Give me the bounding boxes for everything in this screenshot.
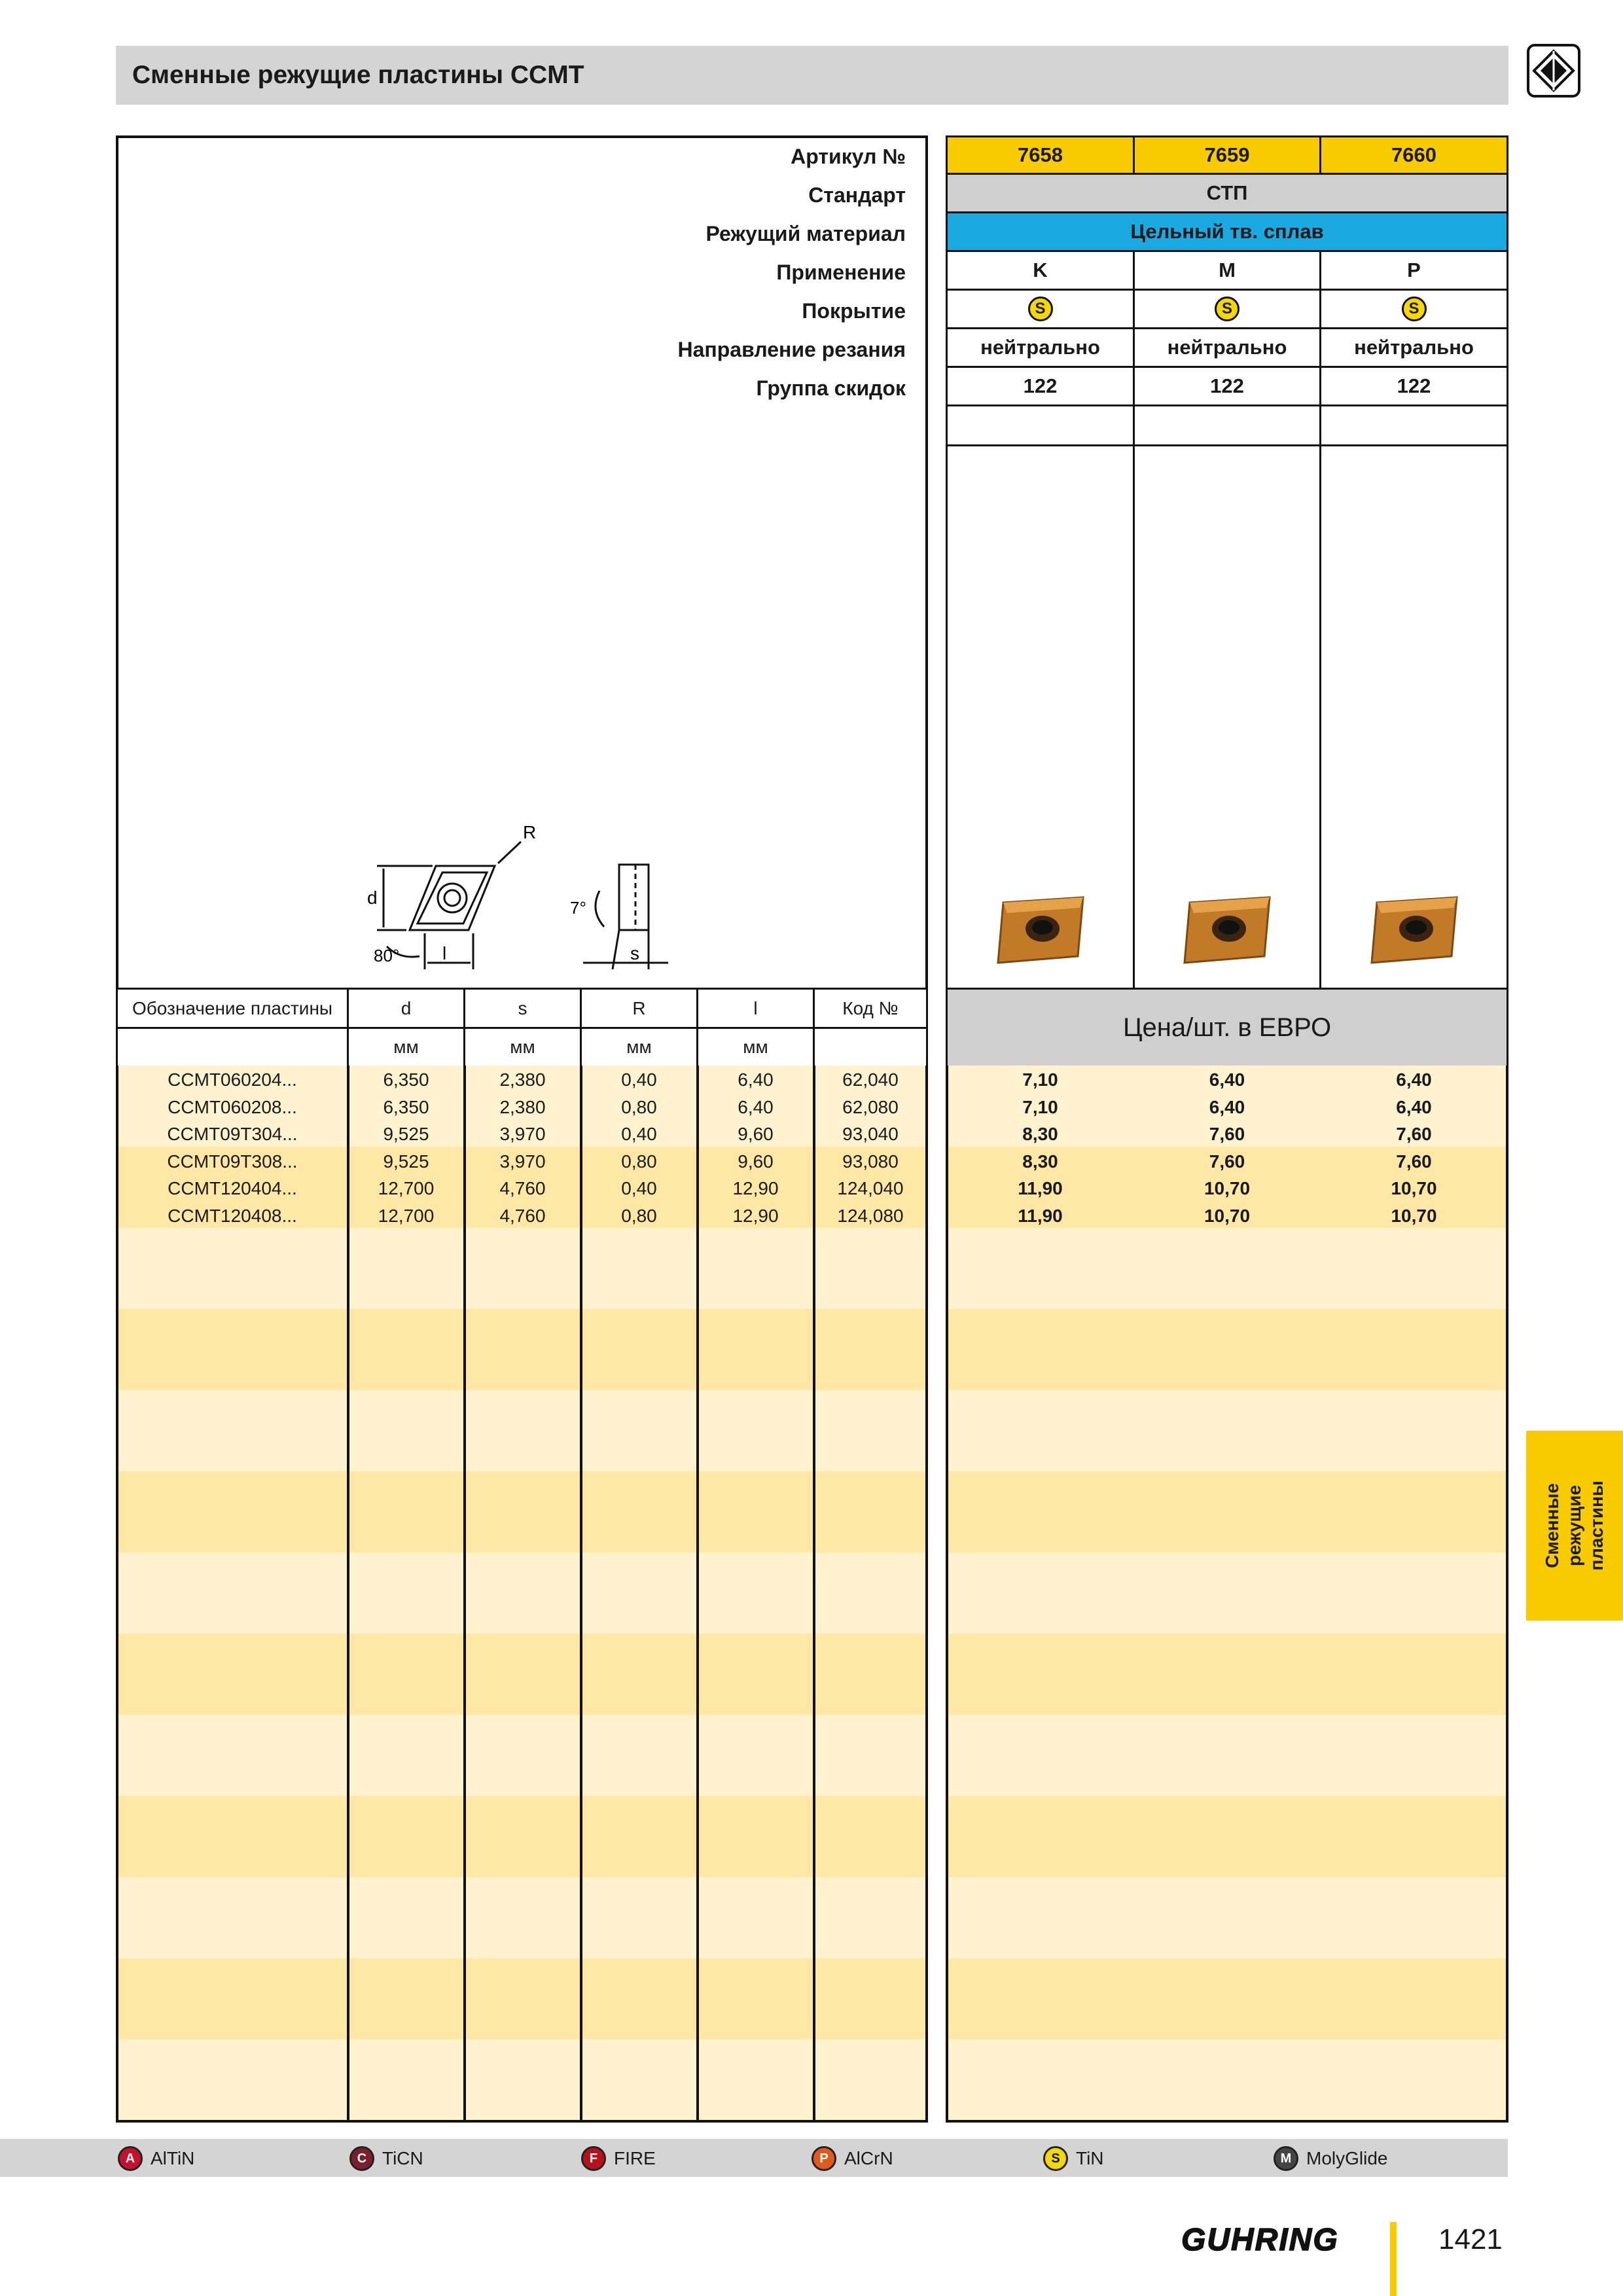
application-k: K bbox=[946, 250, 1135, 291]
table-cell-l: 9,60 bbox=[738, 1151, 774, 1172]
direction-cell: нейтрально bbox=[1319, 327, 1508, 368]
title-bar bbox=[116, 46, 1508, 105]
col-header-code: Код № bbox=[813, 988, 928, 1029]
section-side-tab[interactable] bbox=[1526, 1431, 1623, 1621]
table-cell-r: 0,40 bbox=[621, 1124, 657, 1144]
discount-group-cell: 122 bbox=[1319, 366, 1508, 406]
price-cell: 6,40 bbox=[1396, 1096, 1432, 1117]
price-cell: 11,90 bbox=[1018, 1205, 1063, 1226]
table-cell-code: 93,080 bbox=[842, 1151, 899, 1172]
angle-80-label: 80° bbox=[374, 946, 400, 965]
table-cell-l: 12,90 bbox=[732, 1178, 779, 1198]
insert-drawing bbox=[348, 806, 819, 989]
brand-name: GUHRING bbox=[1181, 2223, 1339, 2257]
label-application: Применение bbox=[776, 260, 906, 284]
insert-photo bbox=[1365, 889, 1463, 975]
table-cell-r: 0,80 bbox=[621, 1151, 657, 1172]
table-cell-l: 6,40 bbox=[738, 1069, 774, 1090]
price-cell: 8,30 bbox=[1022, 1151, 1058, 1172]
table-cell-code: 62,080 bbox=[842, 1096, 899, 1117]
table-cell-code: 124,080 bbox=[837, 1205, 904, 1226]
label-material: Режущий материал bbox=[705, 222, 906, 245]
table-cell-d: 9,525 bbox=[383, 1124, 429, 1144]
coating-molyglide-icon: M bbox=[1274, 2146, 1298, 2171]
application-p: P bbox=[1319, 250, 1508, 291]
price-cell: 6,40 bbox=[1209, 1069, 1245, 1090]
material-cell: Цельный тв. сплав bbox=[946, 211, 1508, 252]
table-cell-name: CCMT060208... bbox=[168, 1096, 297, 1117]
table-cell-code: 93,040 bbox=[842, 1124, 899, 1144]
legend-item bbox=[812, 2144, 893, 2173]
label-standard: Стандарт bbox=[808, 183, 906, 207]
coating-cell bbox=[1319, 289, 1508, 329]
coating-fire-icon: F bbox=[581, 2146, 606, 2171]
table-cell-d: 12,700 bbox=[378, 1205, 435, 1226]
legend-label: TiCN bbox=[382, 2148, 423, 2168]
price-cell: 11,90 bbox=[1018, 1178, 1063, 1198]
table-cell-code: 62,040 bbox=[842, 1069, 899, 1090]
coating-altin-icon: A bbox=[118, 2146, 143, 2171]
angle-7-label: 7° bbox=[570, 898, 586, 918]
table-cell-s: 4,760 bbox=[499, 1205, 546, 1226]
coating-tin-icon: S bbox=[1215, 296, 1240, 321]
legend-item bbox=[118, 2144, 194, 2173]
legend-item bbox=[581, 2144, 656, 2173]
table-cell-r: 0,40 bbox=[621, 1069, 657, 1090]
side-tab-label: Сменные режущие пластины bbox=[1542, 1480, 1607, 1571]
legend-item bbox=[1043, 2144, 1104, 2173]
price-cell: 6,40 bbox=[1396, 1069, 1432, 1090]
col-header-r: R bbox=[580, 988, 698, 1029]
empty-cell bbox=[946, 404, 1135, 446]
table-cell-d: 6,350 bbox=[383, 1096, 429, 1117]
table-cell-d: 9,525 bbox=[383, 1151, 429, 1172]
article-7658: 7658 bbox=[946, 135, 1135, 175]
col-header-d: d bbox=[347, 988, 465, 1029]
legend-item bbox=[1274, 2144, 1387, 2173]
table-cell-s: 4,760 bbox=[499, 1178, 546, 1198]
legend-label: AlTiN bbox=[151, 2148, 195, 2168]
unit-cell: мм bbox=[580, 1027, 698, 1067]
table-cell-name: CCMT060204... bbox=[168, 1069, 297, 1090]
label-coating: Покрытие bbox=[802, 299, 906, 323]
table-cell-name: CCMT09T304... bbox=[167, 1124, 298, 1144]
price-cell: 7,60 bbox=[1396, 1124, 1432, 1144]
insert-image-cell bbox=[946, 444, 1135, 990]
coating-ticn-icon: C bbox=[349, 2146, 374, 2171]
direction-cell: нейтрально bbox=[946, 327, 1135, 368]
brand-logo bbox=[1178, 2220, 1374, 2259]
price-cell: 7,10 bbox=[1022, 1096, 1058, 1117]
dimension-d-label: d bbox=[367, 888, 378, 908]
price-cell: 7,60 bbox=[1209, 1124, 1245, 1144]
price-cell: 10,70 bbox=[1391, 1178, 1437, 1198]
page-title: Сменные режущие пластины CCMT bbox=[132, 61, 584, 89]
legend-label: FIRE bbox=[614, 2148, 656, 2168]
standard-cell: СТП bbox=[946, 173, 1508, 213]
label-direction: Направление резания bbox=[677, 338, 906, 361]
table-cell-r: 0,40 bbox=[621, 1178, 657, 1198]
dimension-s-label: s bbox=[630, 943, 639, 963]
price-cell: 10,70 bbox=[1204, 1205, 1251, 1226]
discount-group-cell: 122 bbox=[946, 366, 1135, 406]
unit-cell: мм bbox=[347, 1027, 465, 1067]
table-cell-name: CCMT09T308... bbox=[167, 1151, 298, 1172]
catalog-logo-icon bbox=[1526, 43, 1581, 98]
table-cell-d: 6,350 bbox=[383, 1069, 429, 1090]
legend-label: AlCrN bbox=[844, 2148, 893, 2168]
table-cell-s: 3,970 bbox=[499, 1124, 546, 1144]
price-cell: 7,60 bbox=[1209, 1151, 1245, 1172]
col-header-s: s bbox=[463, 988, 582, 1029]
coating-cell bbox=[1133, 289, 1321, 329]
insert-photo bbox=[1178, 889, 1276, 975]
table-cell-l: 9,60 bbox=[738, 1124, 774, 1144]
coating-tin-icon: S bbox=[1043, 2146, 1068, 2171]
discount-group-cell: 122 bbox=[1133, 366, 1321, 406]
label-discount-group: Группа скидок bbox=[756, 376, 906, 400]
price-cell: 7,60 bbox=[1396, 1151, 1432, 1172]
article-7659: 7659 bbox=[1133, 135, 1321, 175]
insert-image-cell bbox=[1133, 444, 1321, 990]
table-cell-r: 0,80 bbox=[621, 1205, 657, 1226]
table-cell-d: 12,700 bbox=[378, 1178, 435, 1198]
unit-cell bbox=[813, 1027, 928, 1067]
coating-alcrn-icon: P bbox=[812, 2146, 836, 2171]
col-header-designation: Обозначение пластины bbox=[116, 988, 349, 1029]
price-cell: 6,40 bbox=[1209, 1096, 1245, 1117]
label-article: Артикул № bbox=[791, 145, 906, 168]
coating-tin-icon: S bbox=[1028, 296, 1053, 321]
dimension-l-label: l bbox=[442, 943, 447, 963]
price-cell: 8,30 bbox=[1022, 1124, 1058, 1144]
price-header: Цена/шт. в ЕВРО bbox=[946, 988, 1508, 1067]
table-cell-l: 6,40 bbox=[738, 1096, 774, 1117]
empty-cell bbox=[1133, 404, 1321, 446]
price-cell: 7,10 bbox=[1022, 1069, 1058, 1090]
unit-cell: мм bbox=[463, 1027, 582, 1067]
legend-label: TiN bbox=[1076, 2148, 1104, 2168]
table-cell-code: 124,040 bbox=[837, 1178, 904, 1198]
legend-item bbox=[349, 2144, 423, 2173]
coating-cell bbox=[946, 289, 1135, 329]
table-cell-r: 0,80 bbox=[621, 1096, 657, 1117]
unit-cell bbox=[116, 1027, 349, 1067]
application-m: M bbox=[1133, 250, 1321, 291]
legend-label: MolyGlide bbox=[1306, 2148, 1388, 2168]
table-cell-s: 2,380 bbox=[499, 1069, 546, 1090]
page-number: 1421 bbox=[1438, 2223, 1503, 2255]
article-7660: 7660 bbox=[1319, 135, 1508, 175]
price-cell: 10,70 bbox=[1204, 1178, 1251, 1198]
table-cell-l: 12,90 bbox=[732, 1205, 779, 1226]
footer-accent-bar bbox=[1390, 2222, 1397, 2296]
direction-cell: нейтрально bbox=[1133, 327, 1321, 368]
table-cell-s: 3,970 bbox=[499, 1151, 546, 1172]
table-cell-name: CCMT120404... bbox=[168, 1178, 297, 1198]
table-cell-name: CCMT120408... bbox=[168, 1205, 297, 1226]
insert-photo bbox=[991, 889, 1090, 975]
price-cell: 10,70 bbox=[1391, 1205, 1437, 1226]
empty-cell bbox=[1319, 404, 1508, 446]
radius-r-label: R bbox=[523, 822, 537, 842]
unit-cell: мм bbox=[696, 1027, 815, 1067]
insert-image-cell bbox=[1319, 444, 1508, 990]
col-header-l: l bbox=[696, 988, 815, 1029]
coating-tin-icon: S bbox=[1402, 296, 1427, 321]
table-cell-s: 2,380 bbox=[499, 1096, 546, 1117]
